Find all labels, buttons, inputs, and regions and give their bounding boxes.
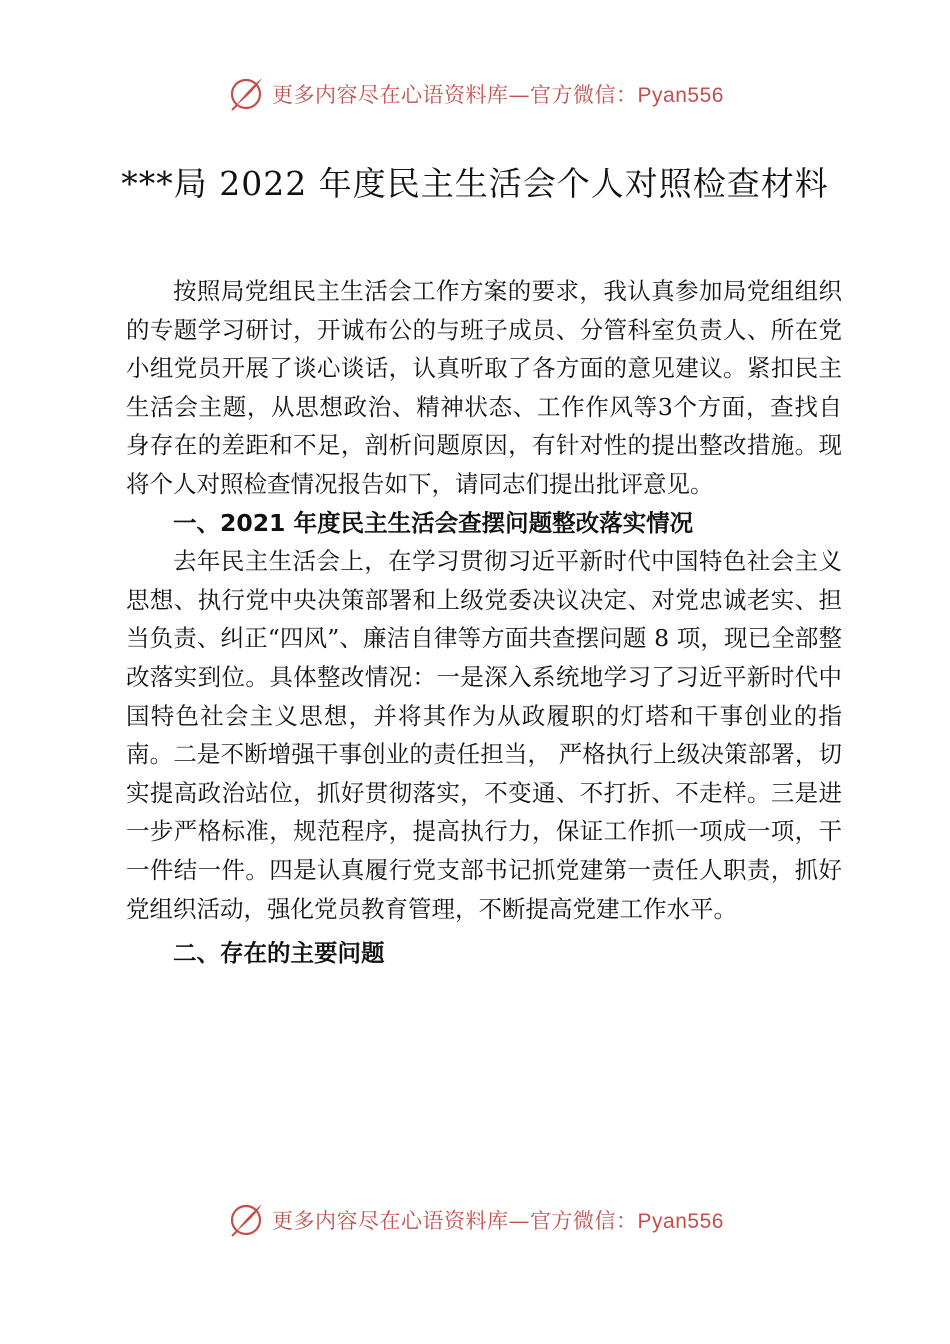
header-banner: [0, 72, 950, 116]
quill-logo-icon: [226, 1200, 266, 1240]
banner-site-text: 更多内容尽在心语资料库: [272, 1209, 509, 1233]
section-1-paragraph: 去年民主生活会上，在学习贯彻习近平新时代中国特色社会主义思想、执行党中央决策部署和上级党委决议决定、对党忠诚老实、担当负责、纠正“四风”、廉洁自律等方面共查摆问题 8 项，现已全部整改落实到位。具体整改情况：一是深入系统地学习了习近平新时代中国特色社会主义思想，并将其作为从政履职的灯塔和干事创业的指南。二是不断增强干事创业的责任担当， 严格执行上级决策部署，切实提高政治站位，抓好贯彻落实，不变通、不打折、不走样。三是进一步严格标准，规范程序，提高执行力，保证工作抓一项成一项，干一件结一件。四是认真履行党支部书记抓党建第一责任人职责，抓好党组织活动，强化党员教育管理，不断提高党建工作水平。: [126, 547, 842, 923]
section-1-heading: 一、2021 年度民主生活会查摆问题整改落实情况: [173, 508, 694, 537]
document-body: [126, 272, 842, 973]
section-2-heading: 二、存在的主要问题: [173, 939, 385, 968]
banner-site-text: 更多内容尽在心语资料库: [272, 83, 509, 107]
banner-text: [272, 79, 724, 109]
footer-banner: [0, 1198, 950, 1242]
page-title: ***局 2022 年度民主生活会个人对照检查材料: [121, 164, 829, 203]
banner-dash: —: [508, 1209, 531, 1233]
intro-paragraph: 按照局党组民主生活会工作方案的要求，我认真参加局党组组织的专题学习研讨，开诚布公的与班子成员、分管科室负责人、所在党小组党员开展了谈心谈话，认真听取了各方面的意见建议。紧扣民主生活会主题，从思想政治、精神状态、工作作风等3个方面，查找自身存在的差距和不足，剖析问题原因，有针对性的提出整改措施。现将个人对照检查情况报告如下，请同志们提出批评意见。: [126, 277, 842, 498]
banner-wechat-text: 官方微信：Pyan556: [530, 1210, 724, 1233]
banner-dash: —: [508, 83, 531, 107]
banner-text: [272, 1205, 724, 1235]
quill-logo-icon: [226, 74, 266, 114]
banner-wechat-text: 官方微信：Pyan556: [530, 84, 724, 107]
